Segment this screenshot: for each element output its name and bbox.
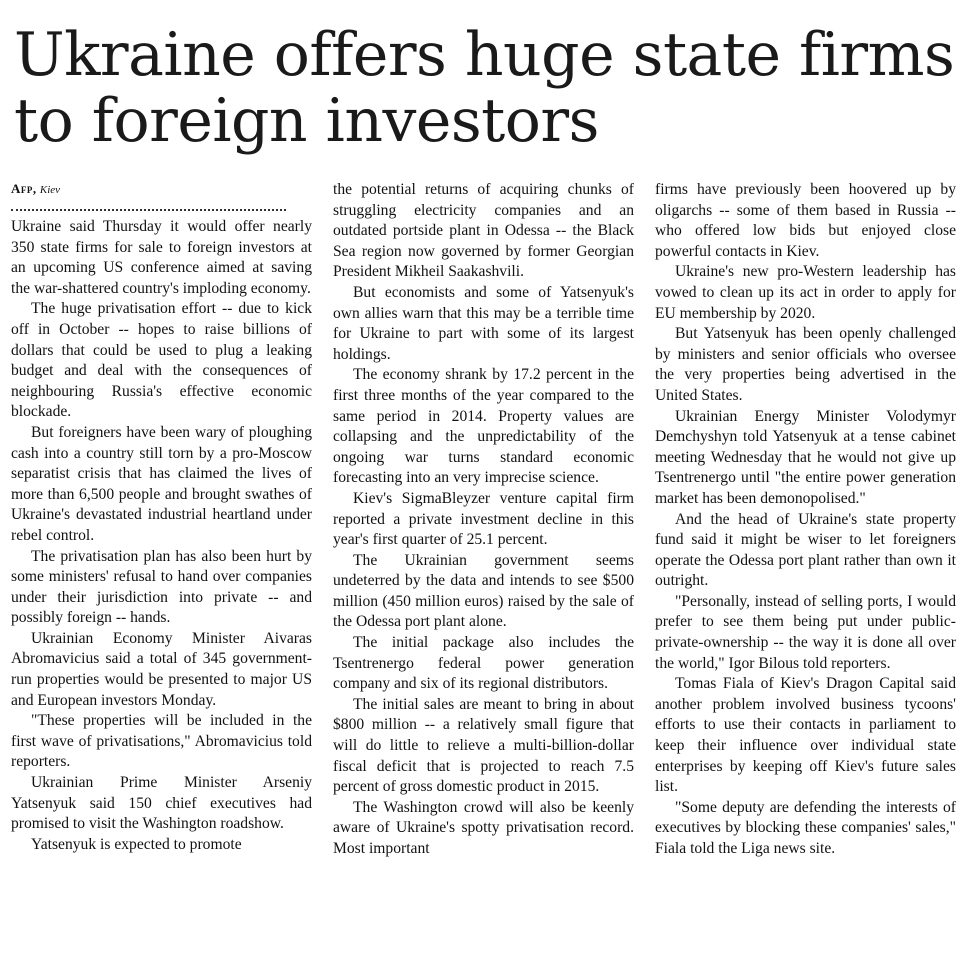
paragraph: Ukraine's new pro-Western leadership has vowed to clean up its act in order to apply for EU membership by 2020. [655,263,956,322]
headline: Ukraine offers huge state firms to foreign investors [14,20,955,156]
paragraph: Kiev's SigmaBleyzer venture capital firm reported a private investment decline in this year's first quarter of 25.1 percent. [333,489,634,549]
paragraph: And the head of Ukraine's state property fund said it might be wiser to let foreigners operate the Odessa port plant rather than own it outright. [655,510,956,590]
paragraph: The initial sales are meant to bring in about $800 million -- a relatively small figure that will do little to relieve a multi-billion-dollar fiscal deficit that is projected to reach 7.5 percent of gross domestic product in 2015. [333,695,634,796]
paragraph: But foreigners have been wary of ploughing cash into a country still torn by a pro-Moscow separatist crisis that has claimed the lives of more than 6,500 people and brought swathes of Ukraine's devastated industrial heartland under rebel control. [11,423,312,544]
paragraph: But economists and some of Yatsenyuk's own allies warn that this may be a terrible time for Ukraine to part with some of its largest holdings. [333,283,634,363]
paragraph: The huge privatisation effort -- due to kick off in October -- hopes to raise billions of dollars that could be used to plug a leaking budget and deal with the consequences of neighbouring Russia's effective economic blockade. [11,300,312,421]
paragraph: But Yatsenyuk has been openly challenged by ministers and senior officials who oversee the very properties being advertised in the United States. [655,325,956,404]
paragraph: "Personally, instead of selling ports, I would prefer to see them being put under public-private-ownership -- the way it is done all over the world," Igor Bilous told reporters. [655,592,956,672]
dotted-divider [11,203,286,211]
byline-place: Kiev [39,184,61,196]
byline [11,180,312,199]
paragraph: Ukrainian Energy Minister Volodymyr Demchyshyn told Yatsenyuk at a tense cabinet meeting Wednesday that he would not give up Tsentrenergo until "the entire power generation market has been demonopolised." [655,407,956,507]
paragraph: The economy shrank by 17.2 percent in the first three months of the year compared to the same period in 2014. Property values are collapsing and the unpredictability of the ongoing war turns standard economic forecasting into an very imprecise science. [333,366,634,487]
paragraph: "These properties will be included in the first wave of privatisations," Abromavicius told reporters. [11,712,312,771]
paragraph: The Washington crowd will also be keenly aware of Ukraine's spotty privatisation record. Most important [333,798,634,857]
paragraph: Ukrainian Prime Minister Arseniy Yatsenyuk said 150 chief executives had promised to visit the Washington roadshow. [11,774,312,833]
byline-agency: Afp, [11,181,37,196]
column-2 [333,180,634,970]
article-body [11,180,956,970]
paragraph: Ukrainian Economy Minister Aivaras Abromavicius said a total of 345 government-run properties would be presented to major US and European investors Monday. [11,629,312,709]
paragraph: The Ukrainian government seems undeterred by the data and intends to see $500 million (450 million euros) raised by the sale of the Odessa port plant alone. [333,551,634,631]
paragraph: The privatisation plan has also been hurt by some ministers' refusal to hand over companies under their jurisdiction into private -- and possibly foreign -- hands. [11,547,312,627]
paragraph: The initial package also includes the Tsentrenergo federal power generation company and six of its regional distributors. [333,634,634,693]
paragraph: Ukraine said Thursday it would offer nearly 350 state firms for sale to foreign investors at an upcoming US conference aimed at saving the war-shattered country's imploding economy. [11,218,312,297]
paragraph: "Some deputy are defending the interests of executives by blocking these companies' sales," Fiala told the Liga news site. [655,798,956,857]
paragraph: the potential returns of acquiring chunks of struggling electricity companies and an outdated portside plant in Odessa -- the Black Sea region now governed by former Georgian President Mikheil Saakashvili. [333,181,634,281]
paragraph: firms have previously been hoovered up by oligarchs -- some of them based in Russia -- who offered low bids but enjoyed close powerful contacts in Kiev. [655,181,956,260]
column-1 [11,180,312,970]
column-3 [655,180,956,970]
paragraph: Yatsenyuk is expected to promote [31,835,242,853]
paragraph: Tomas Fiala of Kiev's Dragon Capital said another problem involved business tycoons' efforts to use their contacts in parliament to keep their influence over individual state enterprises by keeping off Kiev's future sales list. [655,675,956,796]
